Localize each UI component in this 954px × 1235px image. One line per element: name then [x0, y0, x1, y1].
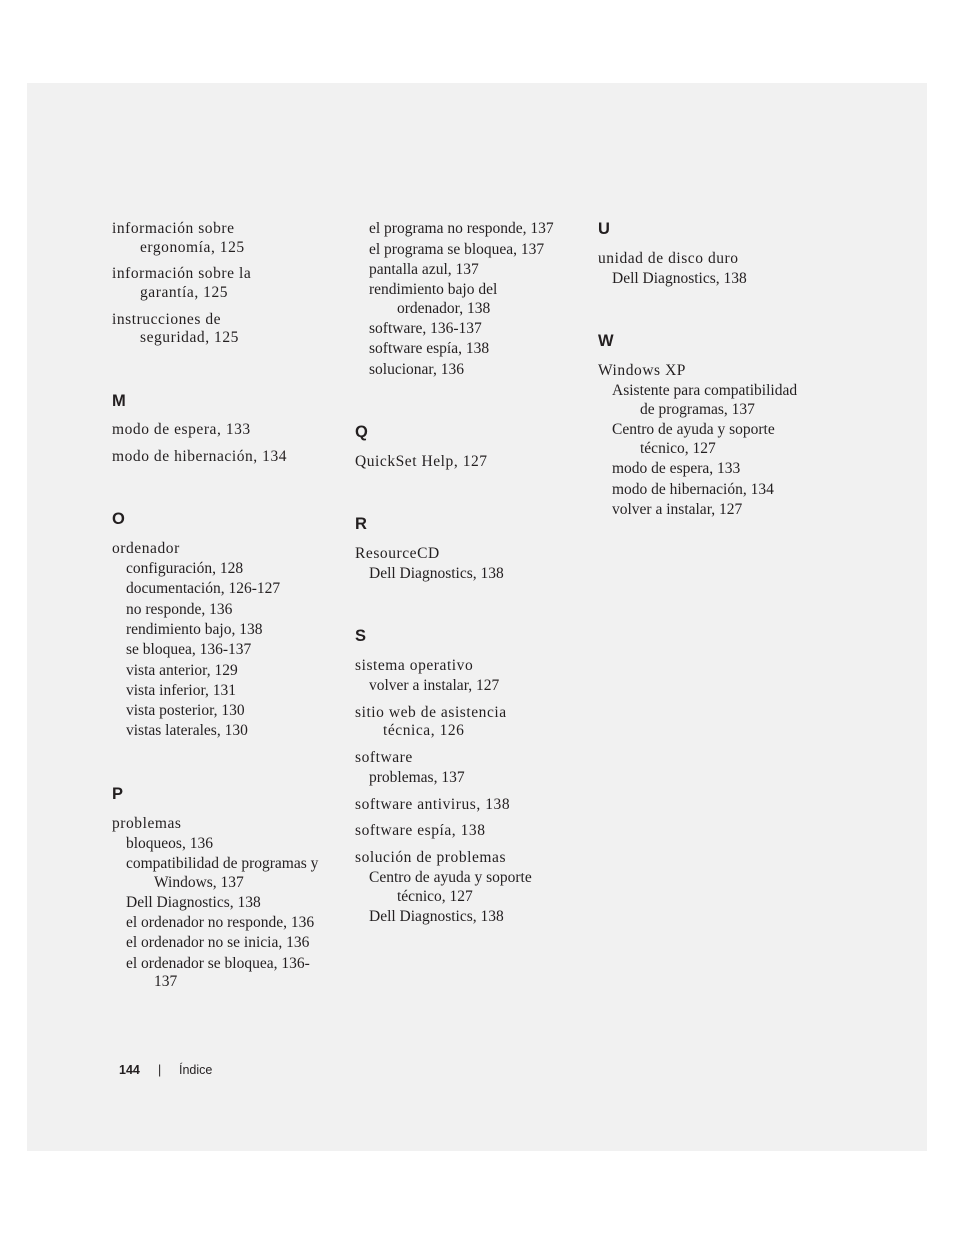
index-entry: solución de problemas	[355, 849, 507, 866]
index-subentry: configuración, 128	[126, 560, 244, 577]
index-subentry: no responde, 136	[126, 601, 233, 618]
index-subentry: software espía, 138	[369, 340, 490, 357]
index-subentry: se bloquea, 136-137	[126, 641, 252, 658]
index-subentry: el ordenador no responde, 136	[126, 914, 315, 931]
index-subentry: modo de hibernación, 134	[612, 481, 774, 498]
index-subentry: Centro de ayuda y soporte	[369, 869, 532, 886]
index-subentry: rendimiento bajo, 138	[126, 621, 263, 638]
index-subentry: software, 136-137	[369, 320, 482, 337]
index-subentry: vistas laterales, 130	[126, 722, 248, 739]
index-subentry: el ordenador se bloquea, 136-	[126, 955, 310, 972]
index-subentry-continuation: de programas, 137	[640, 401, 755, 418]
page-number: 144	[119, 1063, 140, 1077]
index-entry-continuation: ergonomía, 125	[140, 239, 245, 256]
index-entry-continuation: garantía, 125	[140, 284, 229, 301]
index-subentry: el programa no responde, 137	[369, 220, 554, 237]
section-heading-o: O	[112, 510, 125, 528]
index-subentry-continuation: 137	[154, 973, 178, 990]
index-subentry-continuation: técnico, 127	[397, 888, 473, 905]
index-entry: modo de hibernación, 134	[112, 448, 288, 465]
index-page	[27, 83, 927, 1151]
index-entry: instrucciones de	[112, 311, 222, 328]
index-entry: ordenador	[112, 540, 180, 557]
index-entry: sitio web de asistencia	[355, 704, 507, 721]
index-entry-continuation: seguridad, 125	[140, 329, 239, 346]
index-entry: problemas	[112, 815, 182, 832]
section-heading-u: U	[598, 220, 610, 238]
index-subentry: bloqueos, 136	[126, 835, 213, 852]
index-subentry: rendimiento bajo del	[369, 281, 498, 298]
index-entry: software	[355, 749, 413, 766]
section-heading-r: R	[355, 515, 367, 533]
index-subentry: problemas, 137	[369, 769, 465, 786]
index-entry: información sobre	[112, 220, 235, 237]
index-entry: software antivirus, 138	[355, 796, 511, 813]
footer-title: Índice	[179, 1063, 213, 1077]
index-subentry: volver a instalar, 127	[369, 677, 500, 694]
section-heading-m: M	[112, 392, 126, 410]
index-subentry: volver a instalar, 127	[612, 501, 743, 518]
index-subentry: documentación, 126-127	[126, 580, 281, 597]
index-entry: unidad de disco duro	[598, 250, 739, 267]
index-subentry: pantalla azul, 137	[369, 261, 479, 278]
index-entry: software espía, 138	[355, 822, 486, 839]
index-subentry: vista anterior, 129	[126, 662, 238, 679]
index-entry: Windows XP	[598, 362, 686, 379]
index-subentry: Dell Diagnostics, 138	[612, 270, 747, 287]
index-subentry: el programa se bloquea, 137	[369, 241, 545, 258]
index-subentry: Dell Diagnostics, 138	[126, 894, 261, 911]
footer-separator: |	[158, 1063, 162, 1077]
index-entry: QuickSet Help, 127	[355, 453, 488, 470]
index-subentry: compatibilidad de programas y	[126, 855, 319, 872]
index-subentry-continuation: ordenador, 138	[397, 300, 491, 317]
index-subentry: Asistente para compatibilidad	[612, 382, 798, 399]
index-subentry-continuation: Windows, 137	[154, 874, 244, 891]
index-subentry: vista inferior, 131	[126, 682, 237, 699]
index-entry: información sobre la	[112, 265, 252, 282]
index-subentry: solucionar, 136	[369, 361, 464, 378]
index-subentry: Dell Diagnostics, 138	[369, 565, 504, 582]
index-entry: modo de espera, 133	[112, 421, 251, 438]
index-subentry: Centro de ayuda y soporte	[612, 421, 775, 438]
index-subentry: modo de espera, 133	[612, 460, 741, 477]
section-heading-q: Q	[355, 423, 368, 441]
index-subentry: Dell Diagnostics, 138	[369, 908, 504, 925]
index-subentry-continuation: técnico, 127	[640, 440, 716, 457]
section-heading-s: S	[355, 627, 367, 645]
section-heading-w: W	[598, 332, 614, 350]
section-heading-p: P	[112, 785, 124, 803]
index-subentry: vista posterior, 130	[126, 702, 245, 719]
index-entry: ResourceCD	[355, 545, 440, 562]
index-entry: sistema operativo	[355, 657, 474, 674]
index-entry-continuation: técnica, 126	[383, 722, 465, 739]
index-subentry: el ordenador no se inicia, 136	[126, 934, 310, 951]
